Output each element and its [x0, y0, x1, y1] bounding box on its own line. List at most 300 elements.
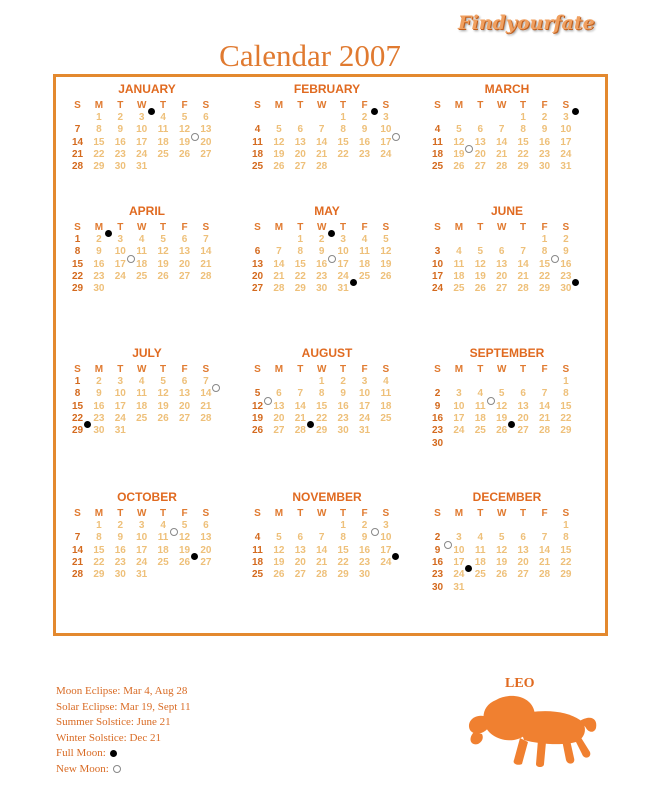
day-cell: 7	[74, 124, 81, 136]
day-cell: 16	[114, 544, 126, 556]
weekday-header: W	[316, 364, 327, 375]
day-cell: 7	[74, 532, 81, 544]
day-cell: 29	[538, 283, 551, 295]
day-cell: 21	[517, 270, 529, 282]
day-cell: 13	[273, 400, 285, 412]
weekday-header: F	[361, 508, 368, 519]
day-cell: 17	[380, 136, 392, 148]
weekday-header: T	[520, 222, 527, 233]
weekday-header: S	[74, 508, 81, 519]
day-cell: 17	[453, 412, 465, 424]
day-cell: 12	[496, 400, 508, 412]
day-cell: 20	[273, 412, 285, 424]
day-cell: 11	[252, 136, 263, 148]
day-cell: 16	[93, 258, 105, 270]
legend-solar-eclipse: Solar Eclipse: Mar 19, Sept 11	[56, 700, 191, 713]
weekday-header: F	[541, 100, 548, 111]
day-cell: 26	[496, 569, 508, 581]
day-cell: 9	[117, 532, 124, 544]
day-cell: 17	[114, 258, 126, 270]
day-cell: 13	[294, 544, 306, 556]
day-cell: 21	[316, 556, 328, 568]
day-cell: 6	[477, 124, 484, 136]
weekday-header: S	[202, 508, 210, 519]
weekday-header: W	[136, 100, 147, 111]
weekday-header: S	[562, 222, 570, 233]
day-cell: 31	[114, 425, 126, 437]
day-cell: 19	[178, 544, 191, 556]
day-cell: 19	[273, 148, 285, 160]
day-cell: 28	[200, 270, 212, 282]
day-cell: 8	[340, 532, 346, 544]
day-cell: 9	[434, 400, 441, 412]
day-cell: 30	[93, 425, 105, 437]
weekday-header: S	[382, 508, 390, 519]
day-cell: 12	[453, 136, 465, 148]
day-cell: 19	[496, 556, 508, 568]
zodiac-sign-name: LEO	[505, 676, 535, 691]
weekday-header: S	[382, 222, 390, 233]
day-cell: 24	[453, 569, 465, 581]
day-cell: 29	[93, 161, 105, 173]
weekday-header: S	[254, 364, 261, 375]
month-name: MARCH	[484, 82, 530, 96]
day-cell: 10	[380, 532, 392, 544]
day-cell: 2	[434, 532, 441, 544]
weekday-header: T	[477, 364, 484, 375]
weekday-header: W	[316, 100, 327, 111]
day-cell: 8	[340, 124, 346, 136]
new-moon-icon	[113, 765, 121, 773]
day-cell: 31	[560, 161, 572, 173]
weekday-header: M	[274, 508, 284, 519]
day-cell: 13	[496, 258, 508, 270]
day-cell: 23	[358, 148, 371, 160]
weekday-header: F	[541, 364, 548, 375]
day-cell: 23	[431, 425, 444, 437]
day-cell: 23	[431, 569, 444, 581]
day-cell: 28	[294, 425, 306, 437]
day-cell: 25	[136, 270, 148, 282]
day-cell: 27	[178, 412, 191, 424]
weekday-header: T	[477, 222, 484, 233]
day-cell: 26	[273, 161, 285, 173]
day-cell: 19	[178, 136, 191, 148]
weekday-header: M	[94, 508, 104, 519]
day-cell: 28	[71, 569, 84, 581]
day-cell: 26	[178, 148, 191, 160]
weekday-header: W	[136, 364, 147, 375]
day-cell: 17	[560, 136, 572, 148]
day-cell: 21	[273, 270, 285, 282]
day-cell: 4	[456, 246, 462, 258]
day-cell: 29	[517, 161, 529, 173]
weekday-header: W	[496, 100, 507, 111]
day-cell: 31	[136, 161, 148, 173]
day-cell: 11	[475, 400, 486, 412]
page-title: Calendar 2007	[219, 38, 401, 73]
day-cell: 15	[93, 136, 105, 148]
day-cell: 27	[200, 148, 212, 160]
month-name: APRIL	[129, 204, 165, 218]
day-cell: 31	[358, 425, 371, 437]
weekday-header: W	[136, 222, 147, 233]
month-name: AUGUST	[301, 346, 353, 360]
day-cell: 2	[96, 376, 102, 387]
day-cell: 23	[93, 412, 105, 424]
day-cell: 25	[453, 283, 465, 295]
day-cell: 14	[496, 136, 508, 148]
weekday-header: S	[254, 508, 261, 519]
day-cell: 6	[181, 234, 188, 245]
day-cell: 17	[114, 400, 126, 412]
day-cell: 4	[160, 112, 166, 123]
day-cell: 1	[563, 376, 569, 387]
day-cell: 24	[453, 425, 465, 437]
day-cell: 29	[93, 569, 105, 581]
day-cell: 5	[498, 388, 505, 400]
day-cell: 1	[74, 234, 81, 245]
day-cell: 10	[358, 388, 371, 400]
day-cell: 14	[294, 400, 306, 412]
day-cell: 5	[477, 246, 484, 258]
day-cell: 13	[517, 544, 529, 556]
day-cell: 15	[71, 400, 84, 412]
day-cell: 19	[157, 400, 169, 412]
day-cell: 4	[254, 124, 261, 136]
day-cell: 1	[520, 112, 526, 123]
weekday-header: T	[160, 222, 167, 233]
day-cell: 30	[114, 161, 126, 173]
day-cell: 11	[475, 544, 486, 556]
day-cell: 24	[114, 270, 126, 282]
day-cell: 28	[316, 161, 328, 173]
day-cell: 20	[200, 544, 212, 556]
day-cell: 26	[273, 569, 285, 581]
day-cell: 24	[136, 556, 148, 568]
weekday-header: F	[181, 508, 188, 519]
day-cell: 31	[136, 569, 148, 581]
day-cell: 29	[316, 425, 328, 437]
weekday-header: T	[520, 508, 527, 519]
day-cell: 11	[359, 246, 370, 258]
weekday-header: M	[454, 100, 464, 111]
weekday-header: T	[160, 508, 167, 519]
day-cell: 5	[276, 124, 282, 136]
weekday-header: F	[361, 364, 368, 375]
day-cell: 4	[434, 124, 441, 136]
month-name: JANUARY	[118, 82, 176, 96]
day-cell: 28	[538, 569, 551, 581]
weekday-header: M	[94, 222, 104, 233]
day-cell: 24	[380, 556, 392, 568]
day-cell: 15	[93, 544, 105, 556]
day-cell: 10	[136, 124, 148, 136]
weekday-header: S	[562, 508, 570, 519]
day-cell: 7	[297, 388, 304, 400]
day-cell: 21	[538, 412, 551, 424]
day-cell: 20	[178, 258, 191, 270]
weekday-header: S	[202, 364, 210, 375]
day-cell: 26	[178, 556, 191, 568]
weekday-header: T	[297, 364, 304, 375]
day-cell: 30	[431, 581, 444, 593]
weekday-header: S	[74, 364, 81, 375]
day-cell: 2	[96, 234, 102, 245]
day-cell: 26	[453, 161, 465, 173]
day-cell: 16	[337, 400, 349, 412]
day-cell: 10	[380, 124, 392, 136]
day-cell: 21	[200, 400, 212, 412]
day-cell: 15	[316, 400, 328, 412]
day-cell: 13	[517, 400, 529, 412]
day-cell: 6	[276, 388, 282, 400]
weekday-header: T	[297, 222, 304, 233]
day-cell: 27	[517, 425, 529, 437]
day-cell: 11	[432, 136, 443, 148]
day-cell: 14	[316, 544, 328, 556]
day-cell: 17	[431, 270, 444, 282]
day-cell: 18	[136, 258, 148, 270]
day-cell: 21	[71, 148, 84, 160]
weekday-header: S	[254, 100, 261, 111]
day-cell: 17	[136, 136, 148, 148]
weekday-header: S	[434, 364, 441, 375]
weekday-header: S	[562, 100, 570, 111]
day-cell: 18	[157, 544, 169, 556]
day-cell: 10	[453, 400, 465, 412]
day-cell: 25	[474, 425, 486, 437]
day-cell: 13	[200, 124, 212, 136]
day-cell: 29	[337, 569, 349, 581]
day-cell: 18	[474, 556, 486, 568]
day-cell: 28	[71, 161, 84, 173]
day-cell: 16	[431, 412, 444, 424]
day-cell: 2	[541, 112, 548, 123]
weekday-header: T	[477, 100, 484, 111]
legend-winter-solstice: Winter Solstice: Dec 21	[56, 731, 161, 744]
day-cell: 30	[337, 425, 349, 437]
day-cell: 6	[520, 388, 526, 400]
weekday-header: F	[541, 222, 548, 233]
day-cell: 5	[181, 520, 188, 531]
day-cell: 13	[178, 246, 191, 258]
day-cell: 17	[453, 556, 465, 568]
weekday-header: S	[202, 222, 210, 233]
day-cell: 12	[178, 532, 191, 544]
day-cell: 12	[251, 400, 264, 412]
day-cell: 6	[520, 532, 526, 544]
day-cell: 9	[361, 532, 368, 544]
day-cell: 15	[337, 544, 349, 556]
day-cell: 15	[560, 400, 572, 412]
weekday-header: W	[496, 508, 507, 519]
weekday-header: T	[160, 364, 167, 375]
day-cell: 19	[273, 556, 285, 568]
day-cell: 22	[93, 148, 105, 160]
weekday-header: S	[74, 222, 81, 233]
day-cell: 22	[538, 270, 551, 282]
day-cell: 1	[340, 112, 346, 123]
day-cell: 27	[200, 556, 212, 568]
weekday-header: F	[361, 222, 368, 233]
weekday-header: S	[434, 100, 441, 111]
legend-summer-solstice: Summer Solstice: June 21	[56, 716, 171, 728]
day-cell: 29	[560, 425, 572, 437]
day-cell: 23	[316, 270, 328, 282]
day-cell: 1	[96, 112, 102, 123]
day-cell: 9	[96, 246, 102, 258]
day-cell: 20	[294, 556, 306, 568]
day-cell: 21	[71, 556, 84, 568]
day-cell: 8	[297, 246, 304, 258]
day-cell: 13	[474, 136, 486, 148]
day-cell: 25	[136, 412, 148, 424]
day-cell: 9	[434, 544, 441, 556]
day-cell: 8	[74, 246, 81, 258]
day-cell: 20	[251, 270, 264, 282]
day-cell: 28	[517, 283, 529, 295]
weekday-header: T	[297, 100, 304, 111]
day-cell: 21	[496, 148, 508, 160]
day-cell: 29	[560, 569, 572, 581]
day-cell: 28	[538, 425, 551, 437]
day-cell: 18	[453, 270, 465, 282]
day-cell: 6	[498, 246, 505, 258]
day-cell: 22	[337, 148, 349, 160]
day-cell: 30	[316, 283, 328, 295]
day-cell: 10	[453, 544, 465, 556]
weekday-header: S	[202, 100, 210, 111]
full-moon-icon	[110, 750, 117, 757]
day-cell: 8	[541, 246, 548, 258]
day-cell: 8	[96, 532, 102, 544]
day-cell: 4	[383, 376, 389, 387]
day-cell: 15	[294, 258, 306, 270]
weekday-header: T	[160, 100, 167, 111]
day-cell: 11	[380, 388, 392, 400]
day-cell: 5	[498, 532, 505, 544]
day-cell: 12	[380, 246, 392, 258]
day-cell: 25	[157, 148, 169, 160]
day-cell: 8	[96, 124, 102, 136]
weekday-header: M	[274, 222, 284, 233]
day-cell: 9	[96, 388, 102, 400]
day-cell: 25	[431, 161, 444, 173]
day-cell: 9	[318, 246, 325, 258]
day-cell: 27	[178, 270, 191, 282]
weekday-header: S	[254, 222, 261, 233]
day-cell: 20	[200, 136, 212, 148]
legend	[56, 684, 191, 777]
weekday-header: T	[117, 364, 124, 375]
day-cell: 7	[541, 388, 548, 400]
day-cell: 14	[200, 246, 212, 258]
day-cell: 11	[136, 388, 147, 400]
day-cell: 9	[340, 388, 346, 400]
weekday-header: T	[520, 364, 527, 375]
day-cell: 3	[138, 520, 145, 531]
day-cell: 3	[340, 234, 346, 245]
day-cell: 18	[136, 400, 148, 412]
day-cell: 22	[294, 270, 306, 282]
day-cell: 7	[318, 532, 325, 544]
weekday-header: W	[496, 364, 507, 375]
weekday-header: T	[340, 364, 347, 375]
day-cell: 18	[251, 148, 264, 160]
day-cell: 2	[117, 112, 124, 123]
day-cell: 25	[251, 569, 264, 581]
day-cell: 12	[157, 388, 169, 400]
day-cell: 3	[138, 112, 145, 123]
weekday-header: W	[136, 508, 147, 519]
day-cell: 24	[136, 148, 148, 160]
day-cell: 25	[358, 270, 371, 282]
day-cell: 26	[496, 425, 508, 437]
day-cell: 8	[318, 388, 325, 400]
day-cell: 22	[316, 412, 328, 424]
day-cell: 31	[453, 581, 465, 593]
day-cell: 3	[456, 532, 462, 544]
day-cell: 13	[178, 388, 191, 400]
day-cell: 7	[498, 124, 505, 136]
weekday-header: S	[74, 100, 81, 111]
day-cell: 1	[297, 234, 304, 245]
day-cell: 31	[337, 283, 349, 295]
day-cell: 15	[560, 544, 572, 556]
day-cell: 10	[114, 246, 126, 258]
day-cell: 20	[496, 270, 508, 282]
day-cell: 3	[117, 234, 124, 245]
day-cell: 27	[517, 569, 529, 581]
day-cell: 26	[251, 425, 264, 437]
day-cell: 2	[361, 520, 368, 531]
day-cell: 4	[477, 532, 484, 544]
day-cell: 14	[517, 258, 529, 270]
day-cell: 25	[380, 412, 392, 424]
day-cell: 12	[273, 136, 285, 148]
day-cell: 4	[138, 376, 145, 387]
weekday-header: T	[340, 508, 347, 519]
day-cell: 23	[114, 148, 126, 160]
day-cell: 29	[294, 283, 306, 295]
day-cell: 8	[520, 124, 526, 136]
day-cell: 8	[74, 388, 81, 400]
day-cell: 23	[538, 148, 551, 160]
day-cell: 20	[474, 148, 486, 160]
day-cell: 22	[337, 556, 349, 568]
day-cell: 23	[358, 556, 371, 568]
day-cell: 28	[316, 569, 328, 581]
day-cell: 11	[157, 532, 169, 544]
day-cell: 10	[337, 246, 349, 258]
day-cell: 27	[273, 425, 285, 437]
lion-icon	[458, 694, 603, 780]
weekday-header: T	[117, 508, 124, 519]
weekday-header: M	[94, 100, 104, 111]
weekday-header: T	[117, 100, 124, 111]
day-cell: 16	[538, 136, 551, 148]
day-cell: 1	[563, 520, 569, 531]
day-cell: 6	[181, 376, 188, 387]
day-cell: 30	[93, 283, 105, 295]
day-cell: 24	[358, 412, 371, 424]
day-cell: 2	[563, 234, 569, 245]
full-moon-icon	[350, 279, 357, 286]
day-cell: 23	[560, 270, 572, 282]
day-cell: 8	[563, 388, 569, 400]
day-cell: 5	[383, 234, 389, 245]
